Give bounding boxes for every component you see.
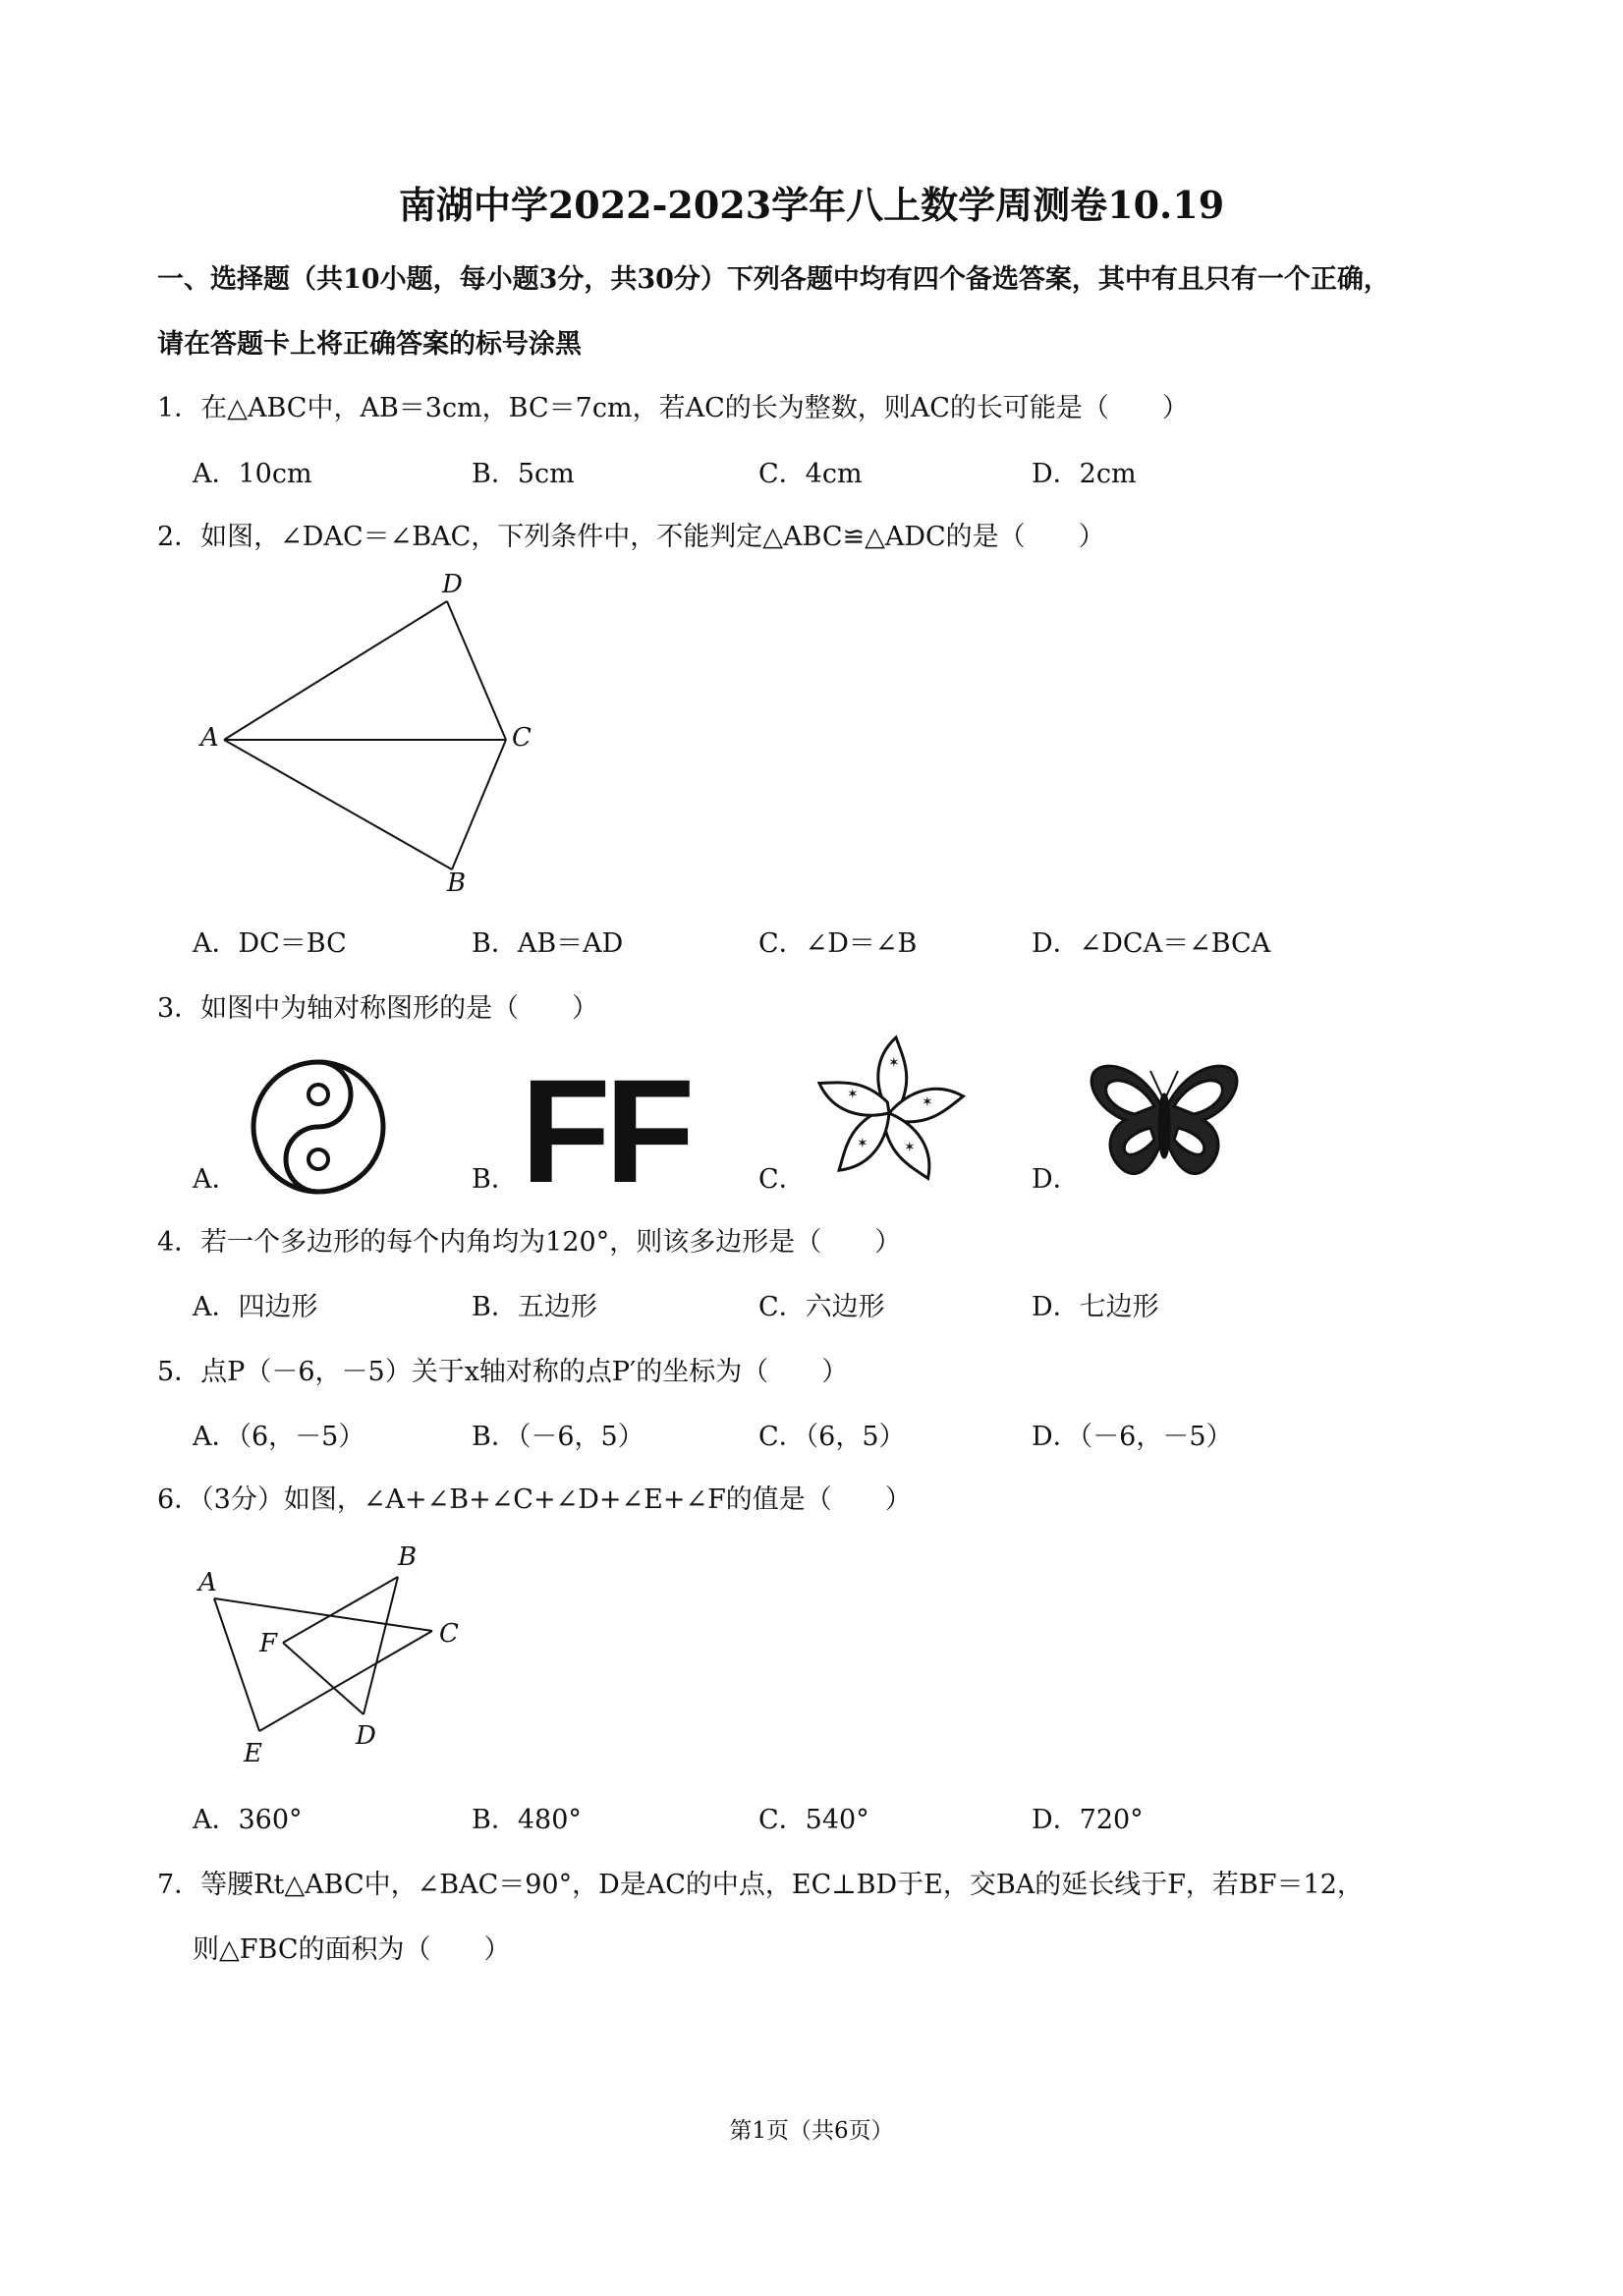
figure6-label-a: A: [198, 1568, 217, 1597]
question-1-option-b: B．5cm: [472, 459, 575, 489]
page-footer: 第1页（共6页）: [729, 2118, 894, 2144]
figure2-label-d: D: [442, 570, 463, 599]
question-1-option-a: A．10cm: [193, 459, 312, 489]
question-4-option-b: B．五边形: [472, 1292, 597, 1322]
question-3-stem: 3．如图中为轴对称图形的是（ ）: [157, 993, 599, 1024]
figure2-label-b: B: [447, 868, 467, 898]
question-5-option-d: D．（－6，－5）: [1032, 1422, 1233, 1452]
question-2-option-a: A．DC＝BC: [193, 928, 347, 959]
svg-text:✶: ✶: [888, 1055, 900, 1071]
question-5-stem: 5．点P（－6，－5）关于x轴对称的点P′的坐标为（ ）: [157, 1357, 849, 1387]
ff-letters-figure: FF: [521, 1048, 690, 1213]
question-1-option-c: C．4cm: [758, 459, 863, 489]
question-6-option-b: B．480°: [472, 1805, 582, 1835]
question-6-option-c: C．540°: [758, 1805, 869, 1835]
question-2-option-c: C．∠D＝∠B: [758, 928, 918, 959]
question-2-stem: 2．如图，∠DAC＝∠BAC，下列条件中，不能判定△ABC≌△ADC的是（ ）: [157, 522, 1105, 552]
question-4-stem: 4．若一个多边形的每个内角均为120°，则该多边形是（ ）: [157, 1227, 902, 1258]
question-2-option-d: D．∠DCA＝∠BCA: [1032, 928, 1271, 959]
svg-text:✶: ✶: [847, 1087, 859, 1102]
svg-text:✶: ✶: [904, 1140, 916, 1155]
figure2-label-a: A: [200, 723, 219, 753]
question-3-option-c: C．: [758, 1164, 806, 1195]
question-1-stem: 1．在△ABC中，AB＝3cm，BC＝7cm，若AC的长为整数，则AC的长可能是（ ）: [157, 393, 1189, 423]
question-7-stem-line2: 则△FBC的面积为（ ）: [193, 1934, 511, 1965]
section-heading-line2: 请在答题卡上将正确答案的标号涂黑: [157, 329, 582, 360]
question-5-option-c: C．（6，5）: [758, 1422, 906, 1452]
svg-text:✶: ✶: [922, 1094, 933, 1110]
figure2-label-c: C: [512, 723, 532, 753]
question-6-stem: 6．（3分）如图，∠A+∠B+∠C+∠D+∠E+∠F的值是（ ）: [157, 1484, 912, 1515]
question-5-option-a: A．（6，－5）: [193, 1422, 365, 1452]
question-4-option-c: C．六边形: [758, 1292, 885, 1322]
question-1-option-d: D．2cm: [1032, 459, 1137, 489]
question-5-option-b: B．（－6，5）: [472, 1422, 644, 1452]
question-4-option-d: D．七边形: [1032, 1292, 1159, 1322]
question-7-stem-line1: 7．等腰Rt△ABC中，∠BAC＝90°，D是AC的中点，EC⊥BD于E，交BA的延长线于F，若BF＝12，: [157, 1870, 1364, 1900]
figure6-label-b: B: [398, 1542, 418, 1572]
question-3-option-d: D．: [1032, 1164, 1080, 1195]
question-6-option-a: A．360°: [193, 1805, 303, 1835]
question-2-option-b: B．AB＝AD: [472, 928, 624, 959]
question-6-option-d: D．720°: [1032, 1805, 1144, 1835]
question-3-option-b: B．: [472, 1164, 518, 1195]
figure6-label-d: D: [356, 1721, 376, 1751]
figure6-label-f: F: [259, 1629, 278, 1658]
question-4-option-a: A．四边形: [193, 1292, 318, 1322]
question-3-option-a: A．: [193, 1164, 239, 1195]
section-heading-line1: 一、选择题（共10小题，每小题3分，共30分）下列各题中均有四个备选答案，其中有且只有一个正确，: [157, 264, 1390, 295]
page-title: 南湖中学2022-2023学年八上数学周测卷10.19: [398, 183, 1225, 227]
figure6-label-e: E: [244, 1739, 262, 1768]
svg-text:✶: ✶: [857, 1136, 868, 1151]
figure6-label-c: C: [439, 1619, 459, 1649]
